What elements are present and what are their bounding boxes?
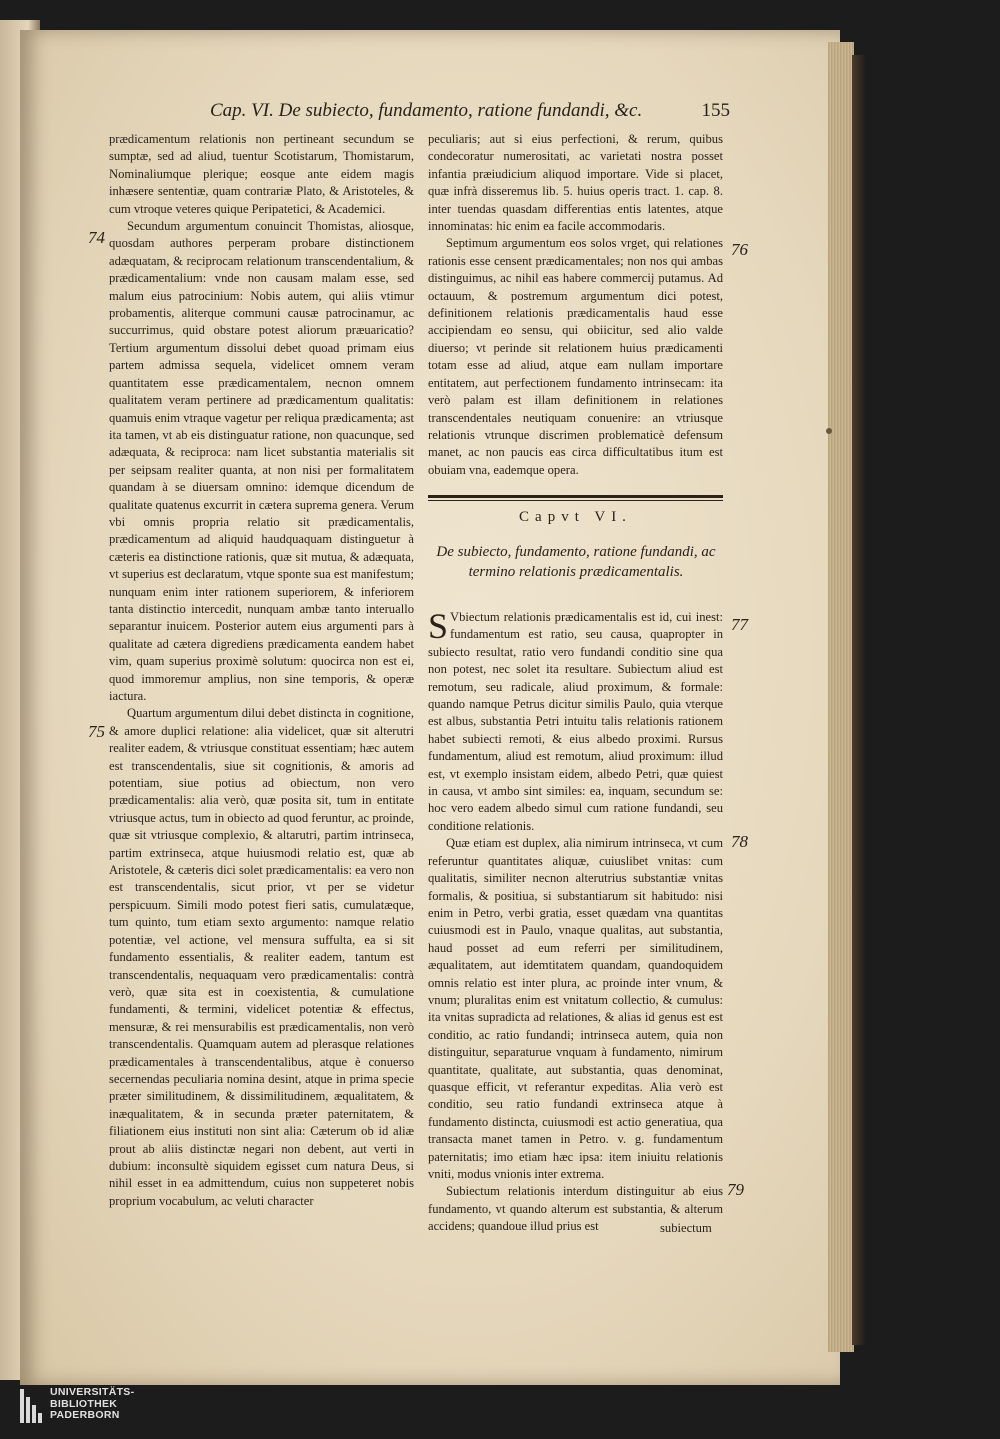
drop-cap: S [428, 606, 449, 646]
paragraph: prædicamentum relationis non pertineant secundum se sumptæ, sed ad aliud, tuentur Scotistarum, Thomistarum, Nominaliumque plerique; eosque ante eidem magis inhæsere sententiæ, quam contrariæ Plato, & Aristoteles, & cum vtroque veteres quique Peripatetici, & Academici. [109, 132, 414, 216]
margin-number: 74 [88, 228, 105, 247]
chapter-heading: Capvt VI. [519, 509, 632, 525]
paragraph: Subiectum relationis interdum distinguitur ab eius fundamento, vt quando alterum est substantia, & alterum accidens; quandoue illud prius est [428, 1184, 723, 1234]
paragraph: Quæ etiam est duplex, alia nimirum intrinseca, vt cum referuntur quantitates aliquæ, cuiuslibet vnitas: cum qualitatis, similiter necnon alterutrius substantiæ vnitas formalis, & positiua, si substantiarum sit habitudo: nisi enim in Petro, verbi gratia, esset quædam vna quantitas cuiusmodi est in Paulo, vnaque qualitas, aut substantia, haud posset ad eum referri per similitudinem, æqualitatem, aut idemtitatem quandam, quandoquidem omnis relatio est inter plura, ac proinde inter vnum, & vnum; pluralitas enim est vnitatum collectio, & cumulus: ita vnitas supradicta ad relationes, & alias id genus est est conditio, ac ratio fundandi; intrinseca autem, quia non distinguitur, separaturue vnquam à fundamento, nimirum quantitate, qualitate, aut substantia, quas denominat, quasque efficit, vt referantur expeditas. Alia verò est conditio, seu ratio fundandi extrinseca atque à fundamento distincta, cuiusmodi est actio generatiua, qua transacta manet tamen in Petro. v. g. fundamentum paternitatis; imo etiam hæc ipsa: item iniuitu relationis vniti, modus vnionis inter extrema. [428, 836, 723, 1181]
logo-line: BIBLIOTHEK [50, 1397, 118, 1410]
library-logo-icon [20, 1389, 42, 1423]
right-column-upper [428, 131, 723, 479]
margin-number: 77 [731, 615, 748, 634]
catchword: subiectum [660, 1221, 712, 1235]
running-head [210, 100, 730, 128]
paragraph: Secundum argumentum conuincit Thomistas, aliosque, quosdam authores perperam probare distinctionem adæquatam, & reciprocam relationum transcendentalium, & prædicamentalium: vnde non causam malam esse, sed malum eius patrocinium: Nobis autem, qui aliis vtimur probamentis, aliterque communi causæ patrocinamur, ac succurrimus, quid obstare potest aliorum præuaricatio? Tertium argumentum dissolui debet quoad primam eius partem admissa sequela, videlicet omnem veram quantitatem esse prædicamentalem, necnon omnem qualitatem veram pertinere ad prædicamentum qualitatis: quamuis enim vtraque vagetur per reliqua prædicamenta; ast ita tamen, vt ab eis distinguatur ratione, non quacunque, sed adæquata, & reciproca: nam licet substantia materialis sit per seipsam realiter quanta, at non nisi per formalitatem quandam à se diuersam omnino: idemque dicendum de qualitate quatenus excurrit in cætera suprema genera. Verum vbi omnis propria relatio sit prædicamentalis, prædicamentum ad aliquid haudquaquam distinguetur à cæteris ea distinctione rationis, quæ sit mutua, & adæquata, vt superius est declaratum, vtque sponte sua est manifestum; nunquam enim inter rationem superiorem, & inferiorem tanta distinctio intercedit, nunquam ambæ tanto interuallo separantur inuicem. Posterior autem eius argumenti pars à qualitate ad cætera digrediens prædicamenta eandem habet vim, quam superius proximè solutum: quocirca non est ei, quod immoremur amplius, non sine temporis, & operæ iactura. [109, 219, 414, 703]
margin-number: 76 [731, 240, 748, 259]
fore-edge-shadow [852, 55, 866, 1345]
right-column-lower [428, 606, 723, 1236]
logo-line: UNIVERSITÄTS- [50, 1386, 135, 1398]
paragraph: Septimum argumentum eos solos vrget, qui relationes rationis esse censent prædicamentales; non nos qui ambas distinguimus, ac nihil eas habere commercij putamus. Ad octauum, & postremum argumentum dici potest, definitionem relationis prædicamentalis haud esse accipiendam eo sensu, qui obiicitur, sed alio valde diuerso; vt perinde sit relationem huius prædicamenti totam esse ad aliud, atque eam nullam importare entitatem, aut perfectionem fundamento intrinsecam: ita verò palam est illam definitionem in relationes transcendentales neutiquam conuenire: an vtriusque relationis vtrunque discrimen problematicè defensum manet, ac non paucis eas circa difficultatibus itum est obuiam vna, eademque opera. [428, 236, 723, 477]
left-column [109, 131, 414, 1210]
paragraph: Quartum argumentum dilui debet distincta in cognitione, & amore duplici relatione: alia videlicet, quæ sit alterutri realiter eadem, & vtriusque constituat essentiam; hæc autem est transcendentalis, siue sit cognitionis, & amoris ad potentiam, siue potius ad obiectum, non vero prædicamentalis: alia verò, quæ posita sit, tum in entitate vtriusque actus, tum in obiecto ad quod feruntur, ac proinde, quæ sit vtriusque complexio, & altarutri, partim intrinseca, partim extrinseca, atque huiusmodi relatio est, quæ ab Aristotele, & cæteris dici solet prædicamentalis: ea vero non est transcendentalis, sicut prior, vt per se videtur perspicuum. Simili modo potest fieri satis, cumulatæque, tum quinto, tum etiam sexto argumento: namque relatio potentiæ, vel actione, vel mensura suffulta, ea si sit fundamento essentialis, & realiter eadem, tantum est transcendentalis, nequaquam vero prædicamentalis: contrà verò, quæ sita est in coexistentia, & cumulatione fundamenti, & termini, videlicet potentiæ & effectus, mensuræ, & rei mensurabilis est prædicamentalis, non verò transcendentalis. Quamquam autem ad plerasque relationes prædicamentales à transcendentalibus, atque è conuerso secernendas peculiaria nomina desint, atque in prima specie præter similitudinem, & dissimilitudinem, æqualitatem, & inæqualitatem, & in secunda præter paternitatem, & filiationem eius instituti non sint alia: Cæterum ob id aliæ prout ab aliis distinctæ negari non debent, aut verti in dubium: inconsultè siquidem egisset cum natura Deus, si nihil esset in ea admittendum, cuius non suppeteret nobis proprium vocabulum, ac veluti character [109, 706, 414, 1208]
section-rule-thin [428, 500, 723, 501]
page-fore-edge [828, 42, 854, 1352]
paper-blemish [826, 428, 832, 434]
paragraph: peculiaris; aut si eius perfectioni, & rerum, quibus condecoratur numerositati, ac varietati nostra posset infantia præiudicium aliquod importare. Vide si placet, quæ infrà disseremus lib. 5. huius operis tract. 1. cap. 8. inter tuendas quasdam differentias entis latentes, atque innominatas: hic enim ea facile accommodaris. [428, 132, 723, 234]
margin-number: 79 [727, 1180, 744, 1199]
logo-line: PADERBORN [50, 1409, 120, 1421]
section-rule [428, 495, 723, 498]
paragraph-text: Vbiectum relationis prædicamentalis est id, cui inest: fundamentum est ratio, seu causa, quapropter in subiecto resultat, ratio vero fundandi conditio sine qua non potest, nec solet ita resultare. Subiectum aliud est remotum, seu radicale, aliud proximum, & formale: quando namque Petrus dicitur similis Paulo, quia vterque est albus, substantia Petri intuitu talis relationis rationem habet subiecti remoti, & eius albedo proximi. Rursus fundamentum, aliud est remotum, aliud proximum: illud est, vt exemplo insistam eidem, albedo Petri, quæ quiest in causa, vt ambo sint similes: ea, inquam, secundum se: hoc vero eadem albedo simul cum ratione fundandi, seu conditione relationis. [428, 610, 723, 833]
page-number: 155 [701, 100, 730, 121]
margin-number: 75 [88, 722, 105, 741]
library-logo-text [50, 1387, 134, 1422]
chapter-title: De subiecto, fundamento, ratione fundandi, ac termino relationis prædicamentalis. [436, 544, 716, 580]
running-head-title: Cap. VI. De subiecto, fundamento, ratione fundandi, &c. [210, 100, 643, 121]
paragraph [428, 606, 723, 835]
margin-number: 78 [731, 832, 748, 851]
